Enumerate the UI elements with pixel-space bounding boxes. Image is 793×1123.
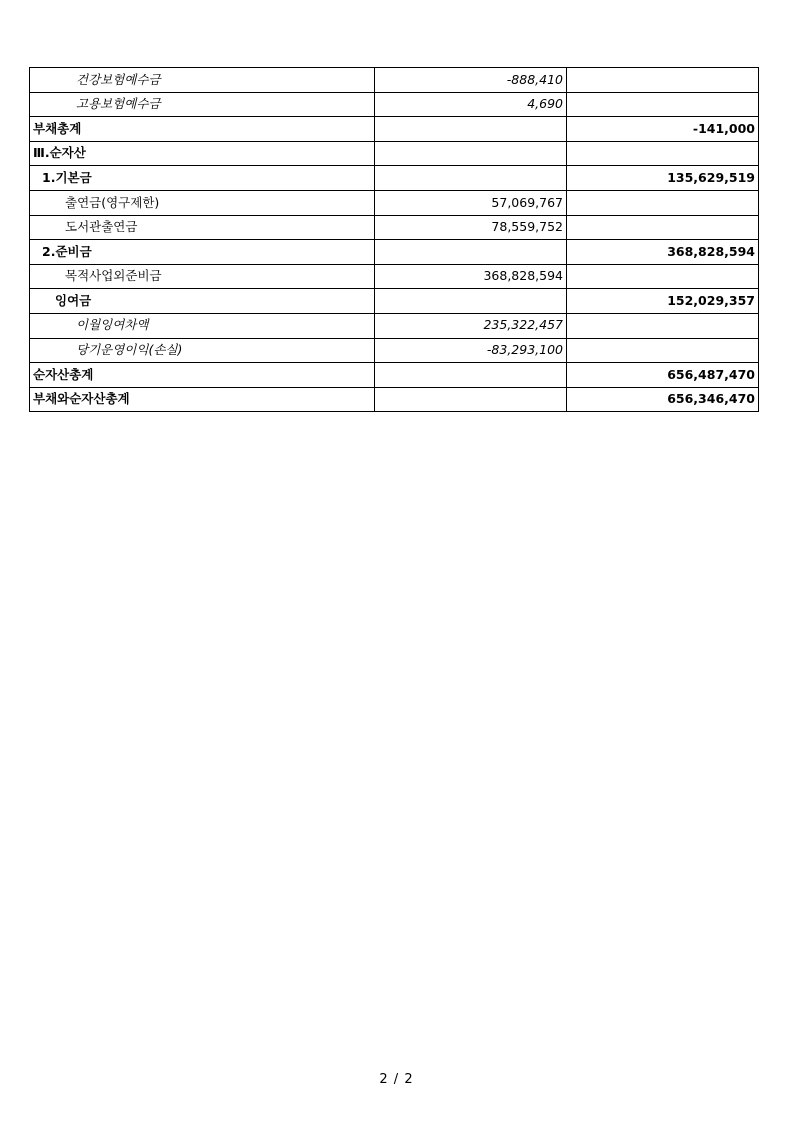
row-label: 잉여금	[30, 289, 375, 314]
table-row	[30, 313, 759, 338]
row-total: -141,000	[567, 117, 759, 142]
table-row	[30, 68, 759, 93]
row-amount	[375, 166, 567, 191]
row-label: 도서관출연금	[30, 215, 375, 240]
row-amount: 235,322,457	[375, 313, 567, 338]
row-amount	[375, 363, 567, 388]
row-amount: -888,410	[375, 68, 567, 93]
table-row	[30, 387, 759, 412]
row-label: 순자산총계	[30, 363, 375, 388]
table-row	[30, 190, 759, 215]
row-label: 이월잉여차액	[30, 313, 375, 338]
row-label: 2.준비금	[30, 240, 375, 265]
table-row	[30, 215, 759, 240]
row-amount: -83,293,100	[375, 338, 567, 363]
row-label: 1.기본금	[30, 166, 375, 191]
row-total: 656,346,470	[567, 387, 759, 412]
row-total	[567, 313, 759, 338]
row-label: 당기운영이익(손실)	[30, 338, 375, 363]
row-total	[567, 338, 759, 363]
table-row	[30, 264, 759, 289]
row-amount	[375, 117, 567, 142]
table-row	[30, 166, 759, 191]
row-amount: 78,559,752	[375, 215, 567, 240]
row-label: 부채와순자산총계	[30, 387, 375, 412]
row-label: 부채총계	[30, 117, 375, 142]
row-total	[567, 215, 759, 240]
row-label: 출연금(영구제한)	[30, 190, 375, 215]
table-row	[30, 363, 759, 388]
row-total: 656,487,470	[567, 363, 759, 388]
row-total: 368,828,594	[567, 240, 759, 265]
row-total: 152,029,357	[567, 289, 759, 314]
row-label: 고용보험예수금	[30, 92, 375, 117]
balance-sheet-body	[30, 68, 759, 412]
row-amount	[375, 141, 567, 166]
row-label: 목적사업외준비금	[30, 264, 375, 289]
table-row	[30, 289, 759, 314]
row-amount: 57,069,767	[375, 190, 567, 215]
row-amount	[375, 240, 567, 265]
row-amount: 368,828,594	[375, 264, 567, 289]
table-row	[30, 338, 759, 363]
table-row	[30, 141, 759, 166]
row-total: 135,629,519	[567, 166, 759, 191]
row-total	[567, 264, 759, 289]
row-label: 건강보험예수금	[30, 68, 375, 93]
row-label: Ⅲ.순자산	[30, 141, 375, 166]
balance-sheet-table	[29, 67, 759, 412]
row-amount	[375, 289, 567, 314]
row-amount: 4,690	[375, 92, 567, 117]
row-total	[567, 68, 759, 93]
row-total	[567, 92, 759, 117]
row-total	[567, 190, 759, 215]
table-row	[30, 117, 759, 142]
row-total	[567, 141, 759, 166]
page-number: 2 / 2	[379, 1072, 414, 1087]
table-row	[30, 240, 759, 265]
row-amount	[375, 387, 567, 412]
table-row	[30, 92, 759, 117]
